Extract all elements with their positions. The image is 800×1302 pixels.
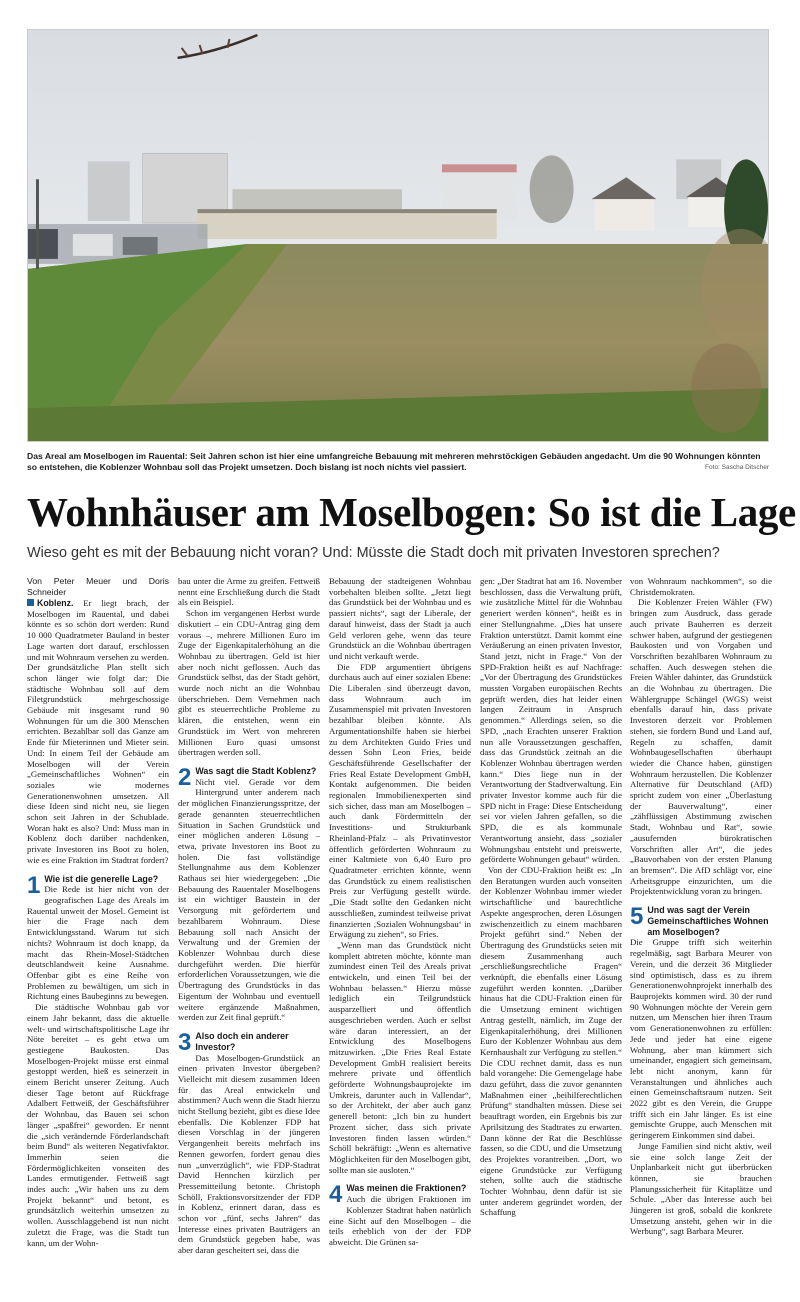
photo-credit: Foto: Sascha Ditscher [705,464,769,471]
paragraph: Die Gruppe trifft sich weiterhin regelmäßig, sagt Barbara Meurer von Verein, und die derzeit 36 Mitglieder sind optimistisch, dass es zu ihrem Generationenwohnprojekt innerhalb des Bauprojekts kommen wird. 30 der rund 90 Wohnungen möchte der Verein gern nutzen, um Menschen hier ihren Traum vom Generationenwohnen zu erfüllen: Jede und jeder hat eine eigene Wohnung, aber man kümmert sich umeinander, engagiert sich gemeinsam, lebt nicht anonym, kann für Veranstaltungen und ähnliches auch einen Gemeinschaftsraum nutzen. Seit 2022 gibt es den Verein, die Gruppe trifft sich ein Jahr länger. Es ist eine gemischte Gruppe, auch Menschen mit geringerem Einkommen sind dabei. [630,937,772,1141]
paragraph: von Wohnraum nachkommen“, so die Christdemokraten. [630,576,772,597]
paragraph: Die Koblenzer Freien Wähler (FW) bringen zum Ausdruck, dass gerade auch private Bauherren es derzeit schwer haben, aufgrund der gestiegenen Baukosten und von Vorgaben und Vorschriften bezahlbaren Wohnraum zu schaffen. Auch deswegen stehen die Freien Wähler dahinter, das Grundstück an die Wohnbau zu übertragen. Die Wählergruppe Schängel (WGS) weist ebenfalls darauf hin, dass private Investoren derzeit vor Problemen stehen, sie fordern Bund und Land auf, Regeln zu schaffen, damit Wohnbaugesellschaften überhaupt wieder die Chance haben, günstigen Wohnraum herzustellen. Die Koblenzer Alternative für Deutschland (AfD) spricht zudem von einer „Überlastung der Bauverwaltung“, einer „zähflüssigen Abstimmung zwischen Stadt, Wohnbau und Rat“, sowie „ausufernden bürokratischen Vorschriften aller Art“, die jedes „Bauvorhaben von der ersten Planung an bremsen“. Die AfD schlägt vor, eine Arbeitsgruppe einzurichten, um die Projektentwicklung voran zu bringen. [630,597,772,897]
question-number: 3 [178,1028,192,1056]
column-1 [27,576,169,1288]
question-number: 2 [178,763,192,791]
subheadline: Wieso geht es mit der Bebauung nicht voran? Und: Müsste die Stadt doch mit privaten Investoren sprechen? [27,545,720,561]
paragraph: Auch die übrigen Fraktionen im Koblenzer Stadtrat haben natürlich eine Sicht auf den Moselbogen – die teils erheblich von der der FDP abweicht. Die Grünen sa- [329,1194,471,1247]
paragraph: Die Rede ist hier nicht von der geografischen Lage des Areals im Rauental unweit der Mosel. Gemeint ist hier die Frage nach dem Entwicklungsstand. Warum tut sich nichts? Wohnraum ist doch knapp, da macht das Rhein-Mosel-Städtchen deutschlandweit keine Ausnahme. Offenbar gibt es eine Reihe von Problemen zu bewältigen, um sich in Richtung eines Baubeginns zu bewegen. [27,884,169,1002]
question-heading-2: 2 Was sagt die Stadt Koblenz? [178,763,317,791]
square-bullet-icon [27,599,34,606]
paragraph: Bebauung der stadteigenen Wohnbau vorbehalten bleiben sollte. „Jetzt liegt das Grundstück bei der Wohnbau und es passiert nichts“, sagt der Liberale, der darauf hinweist, dass der Stadt ja auch Geld verloren gehe, wenn das teure Grundstück an die Wohnbau übertragen und nicht verkauft werde. [329,576,471,661]
paragraph: gen: „Der Stadtrat hat am 16. November beschlossen, dass die Verwaltung prüft, wie zusätzliche Mittel für die Wohnbau generiert werden können“, heißt es in einer Stellungnahme. „Dies hat unsere Fraktion unterstützt. Damit kommt eine Veräußerung an einen privaten Investor, Stand jetzt, nicht in Frage.“ Von der SPD-Fraktion heißt es auf Nachfrage: „Vor der Übertragung des Grundstückes mussten Vorgaben europäischen Rechts geprüft werden, dies hat leider einen langen Zeitraum in Anspruch genommen.“ Allerdings seien, so die SPD, „nach Erachten unserer Fraktion nun alle Voraussetzungen geschaffen, dass das Grundstück zeitnah an die Koblenzer Wohnbau übertragen werden kann.“ Dies liege nun in der Verantwortung der Stadtverwaltung. Ein privater Investor komme auch für die SPD nicht in Frage: Diese Entscheidung sei vor vielen Jahren gefallen, so die SPD, die es als kommunale Verantwortung ansieht, dass „sozialer Wohnungsbau entsteht und preiswerte, geförderte Wohnungen gebaut“ würden. [480,576,622,865]
column-4 [480,576,622,1288]
paragraph: Die FDP argumentiert übrigens durchaus auch auf einer sozialen Ebene: Die Liberalen sind überzeugt davon, dass Wohnraum auch im Zusammenspiel mit privaten Investoren bezahlbar bleiben könnte. Als Argumentationshilfe haben sie hierbei zu dem Architekten Guido Fries und dessen Sohn Leon Fries, beide Geschäftsführende Gesellschafter der Fries Real Estate Development GmbH, Kontakt aufgenommen. Die beiden regionalen Immobilienexperten sind sich sicher, dass man am Moselbogen – auch dank Fördermitteln der Investitions- und Strukturbank Rheinland-Pfalz – als Privatinvestor öffentlich geförderten Wohnraum zu einer Kaltmiete von 6,40 Euro pro Quadratmeter errichten könnte, wenn das Grundstück zu einem realistischen Preis zur Verfügung gestellt würde. „Die Stadt sollte den Gedanken nicht ausschließen, zumindest teilweise privat finanzierten ‚Sozialen Wohnungsbau‘ in Erwägung zu ziehen“, so Fries. [329,661,471,940]
paragraph: bau unter die Arme zu greifen. Fettweiß nennt eine Erschließung durch die Stadt als ein Beispiel. [178,576,320,608]
paragraph: „Wenn man das Grundstück nicht komplett abtreten möchte, könnte man zumindest einen Teil des Areals privat entwickeln, und einen Teil bei der Wohnbau belassen.“ Hierzu müsse lediglich ein Teilgrundstück ausparzelliert und öffentlich ausgeschrieben werden. Auch er selbst wäre daran interessiert, an der Entwicklung des Moselbogens mitzuwirken. „Die Fries Real Estate Development GmbH realisiert bereits mehrere private und öffentlich geförderte Wohnungsbauprojekte im Umkreis, darunter auch in Vallendar“, so der Architekt, der aber auch ganz generell betont: „Ich bin zu hundert Prozent sicher, dass sich private Investoren finden lassen würden.“ Schöll bekräftigt: „Wenn es alternative Möglichkeiten für den Moselbogen gibt, sollte man sie ausloten.“ [329,939,471,1175]
paragraph: Das Moselbogen-Grundstück an einen privaten Investor übergeben? Vielleicht mit diesem zusammen Ideen für das Areal entwickeln und abstimmen? Auch wenn die Stadt hierzu nicht Stellung bezieht, gibt es diese Idee ebenfalls. Die Koblenzer FDP hat diesen Vorschlag in der jüngeren Vergangenheit bereits mehrfach ins Rennen geworfen, fordert genau dies nun „unverzüglich“, wie FDP-Stadtrat David Hennchen kürzlich per Pressemitteilung betonte. Christoph Schöll, Fraktionsvorsitzender der FDP in Koblenz, erinnert daran, dass es schon vor „fünf, sechs Jahren“ das Interesse eines privaten Bauträgers an dem Grundstück gegeben habe, was aber daran gescheitert sei, dass die [178,1052,320,1256]
question-heading-1: 1 Wie ist die generelle Lage? [27,871,159,899]
paragraph: Von der CDU-Fraktion heißt es: „In den Beratungen wurden auch vonseiten der Koblenzer Wohnbau immer wieder wirtschaftliche und baurechtliche Aspekte angesprochen, deren Lösungen zwischenzeitlich zu einem machbaren Projekt geführt sind.“ Neben der Übertragung des Grundstücks seien mit diesem Zusammenhang auch „erschließungsrechtliche Fragen“ verknüpft, die ebenfalls einer Lösung zugeführt werden konnten. „Darüber hinaus hat die CDU-Fraktion einen für die Umsetzung eminent wichtigen Antrag gestellt, nämlich, im Zuge der Eigenkapitalerhöhung, drei Millionen Euro der Koblenzer Wohnbau aus dem Kernhaushalt zur Verfügung zu stellen.“ Die CDU rechnet damit, dass es nun bald vorangehe: Die Gemengelage habe dazu geführt, dass die zuvor genannten Maßnahmen einer „beihilferechtlichen Prüfung“ standhalten müssen. Diese sei beauftragt worden, ein Ergebnis bis zur Aprilsitzung des Stadtrates zu erwarten. Dann könne der Rat die Beschlüsse fassen, so die CDU, und die Umsetzung des Projektes vorantreiben. „Dort, wo eigene Grundstücke zur Verfügung stehen, sollte auch die städtische Tochter Wohnbau, denn dafür ist sie unter anderem gegründet worden, der Schaffung [480,864,622,1218]
headline: Wohnhäuser am Moselbogen: So ist die Lage [27,489,796,535]
column-3 [329,576,471,1288]
paragraph: Die städtische Wohnbau gab vor einem Jahr bekannt, dass die aktuelle welt- und wirtschaftspolitische Lage ihr Nöte bereitet – es geht etwa um gestiegene Baukosten. Das Moselbogen-Projekt müsse erst einmal gestoppt werden, hieß es seinerzeit in einem Bericht unserer Zeitung. Auch dieser Tage betont auf Rückfrage Adalbert Fettweiß, der Geschäftsführer der Wohnbau, das Bauen sei schon länger „spaßfrei“ geworden. Er nennt die „sich verändernde Förderlandschaft beim Bund“ als weiteren Negativfaktor. Immerhin seien die Fördermöglichkeiten vonseiten des Landes ermutigender. Fettweiß sagt indes auch: „Wir haben uns zu dem Projekt bekannt“ und betont, es grundsätzlich weiterhin umsetzen zu wollen. Ausschlaggebend ist nun nicht zuletzt die Frage, was die Stadt tun kann, um der Wohn- [27,1002,169,1248]
question-number: 4 [329,1181,343,1209]
paragraph: Nicht viel. Gerade vor dem Hintergrund unter anderem nach der möglichen Finanzierungsspritze, der gerade genannten steuerrechtlichen Situation in Sachen Grundstück und einer möglichen anderen Lösung – etwa, private Investoren ins Boot zu holen. Die fast vollständige Stellungnahme aus dem Koblenzer Rathaus sei hier wiedergegeben: „Die Bebauung des Rauentaler Moselbogens ist ein wichtiger Baustein in der Versorgung mit gefördertem und bezahlbarem Wohnraum. Diese Bebauung soll nach Ansicht der Verwaltung und der Gremien der Koblenzer Wohnbau durch diese durchgeführt werden. Die hierfür erforderlichen Voraussetzungen, wie die Übertragung des Grundstücks in das Eigentum der Wohnbau und eventuell weitere ergänzende Maßnahmen, werden zur Zeit final geprüft.“ [178,776,320,1023]
question-heading-4: 4 Was meinen die Fraktionen? [329,1181,467,1209]
photo-caption: Das Areal am Moselbogen im Rauental: Seit Jahren schon ist hier eine umfangreiche Bebauung mit mehreren mehrstöckigen Gebäuden angedacht. Um die 90 Wohnungen könnten so entstehen, die Koblenzer Wohnbau soll das Projekt umsetzen. Doch bislang ist noch nichts viel passiert. [27,451,761,472]
column-5 [630,576,772,1288]
byline: Von Peter Meuer und Doris Schneider [27,576,169,597]
column-2 [178,576,320,1288]
photo-illustration [28,30,768,441]
question-heading-5: 5 Und was sagt der Verein Gemeinschaftliches Wohnen am Moselbogen? [630,903,769,937]
question-number: 5 [630,903,644,931]
paragraph: Schon im vergangenen Herbst wurde diskutiert – ein CDU-Antrag ging dem voraus –, mehrere Millionen Euro im Zuge der Eigenkapitalerhöhung an die Wohnbau zu übertragen. Geld ist hier aber noch nicht geflossen. Auch das Grundstück selbst, das der Stadt gehört, wurde noch nicht an die Wohnbau überschrieben. Dem Vernehmen nach gibt es steuerrechtliche Probleme zu klären, die entstehen, wenn ein Grundstück im Wert von mehreren Millionen Euro quasi umsonst übertragen werden soll. [178,608,320,758]
dateline: Koblenz. [37,598,74,608]
lead-paragraph [27,598,169,866]
paragraph: Junge Familien sind nicht aktiv, weil sie eine solch lange Zeit der Unplanbarkeit nicht gut überbrücken können, sie brauchen Planungssicherheit für Kitaplätze und Schule. „Aber das Interesse auch bei Jüngeren ist groß, sobald die konkrete Umsetzung ansteht, gehen wir in die Werbung“, sagt Barbara Meurer. [630,1140,772,1237]
paragraph: Er liegt brach, der Moselbogen im Rauental, und dabei könnte es so schön dort werden: Rund 10 000 Quadratmeter Bauland in bester Lage warten dort darauf, erschlossen und mit Wohnraum versehen zu werden. Der grundsätzliche Plan stellt sich schon länger wie folgt dar: Die städtische Wohnbau soll auf dem Filetgrundstück mehrgeschossige Gebäude mit insgesamt rund 90 Wohnungen für um die 300 Menschen errichten. Bezahlbar soll das Ganze am Ende für Mieterinnen und Mieter sein. Und: In einem Teil der Gebäude am Moselbogen will der Verein „Gemeinschaftliches Wohnen“ ein soziales wie modernes Generationenwohnen umsetzen. All diese Ideen sind nicht neu, sie liegen schon seit Jahren in der Schublade. Woran hakt es also? Und: Muss man in Koblenz doch darüber nachdenken, private Investoren ins Boot zu holen, wie es eine Fraktion im Stadtrat fordert? [27,598,169,865]
photo-moselbogen-area [27,29,769,442]
question-number: 1 [27,871,41,899]
article-body [27,576,772,1288]
question-heading-3: 3 Also doch ein anderer Investor? [178,1028,289,1056]
